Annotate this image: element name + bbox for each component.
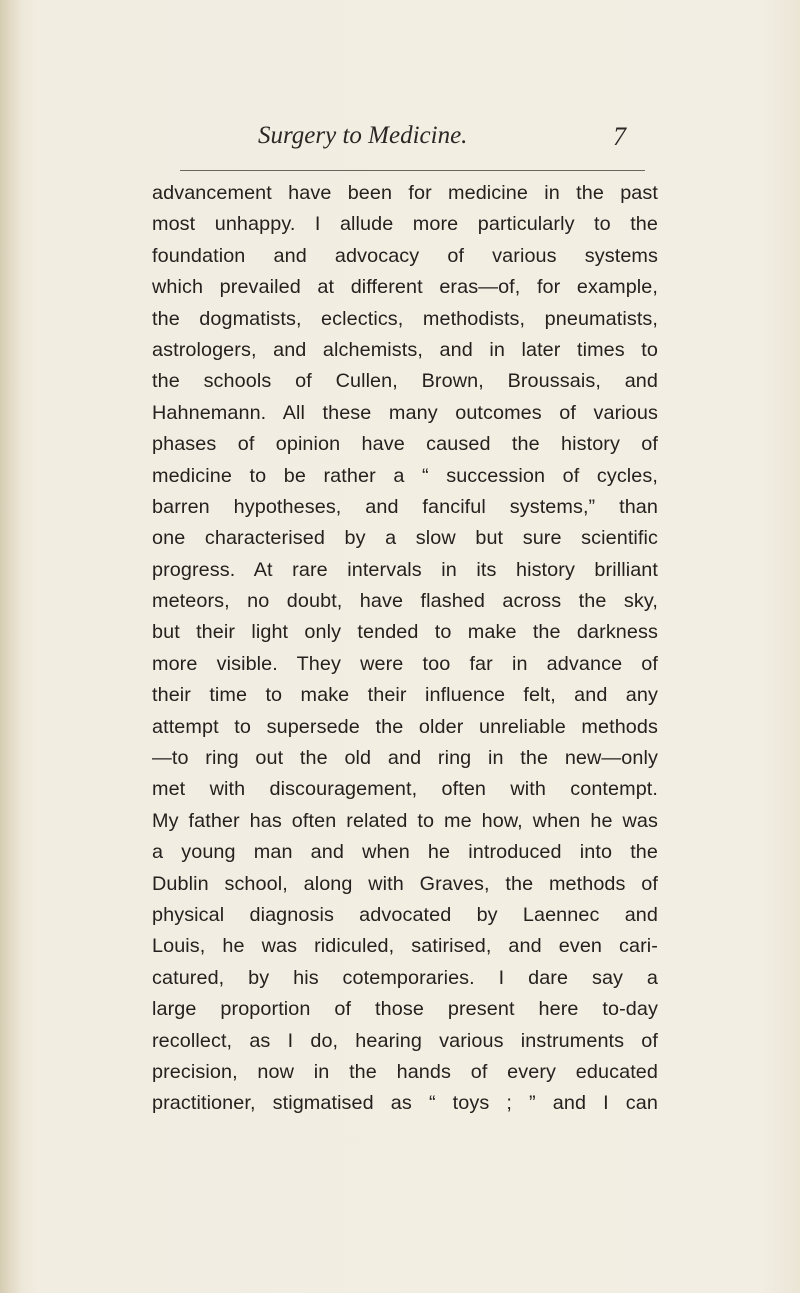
- text-line: foundation and advocacy of various systems: [152, 244, 658, 267]
- text-line: progress. At rare intervals in its history brilliant: [152, 558, 658, 581]
- text-line: phases of opinion have caused the history of: [152, 433, 658, 456]
- text-line: most unhappy. I allude more particularly to the: [152, 213, 658, 236]
- text-line: Dublin school, along with Graves, the methods of: [152, 872, 658, 895]
- text-line: the dogmatists, eclectics, methodists, pneumatists,: [152, 307, 658, 330]
- page-number: 7: [613, 122, 626, 151]
- text-line: medicine to be rather a “ succession of cycles,: [152, 464, 658, 487]
- running-title: Surgery to Medicine.: [258, 122, 468, 149]
- text-line: barren hypotheses, and fanciful systems,” than: [152, 495, 658, 518]
- header-rule: [180, 170, 645, 171]
- text-line: a young man and when he introduced into the: [152, 841, 658, 864]
- text-line: advancement have been for medicine in the past: [152, 182, 658, 204]
- text-line: met with discouragement, often with contempt.: [152, 778, 658, 801]
- text-line: meteors, no doubt, have flashed across the sky,: [152, 590, 658, 613]
- text-line: My father has often related to me how, when he was: [152, 809, 658, 832]
- text-line: more visible. They were too far in advance of: [152, 652, 658, 675]
- body-text: [152, 178, 658, 1120]
- text-line: which prevailed at different eras—of, for example,: [152, 276, 658, 299]
- spine-shadow: [0, 0, 22, 1293]
- text-line: their time to make their influence felt, and any: [152, 684, 658, 707]
- text-line: precision, now in the hands of every educated: [152, 1060, 658, 1083]
- text-line: —to ring out the old and ring in the new—only: [152, 747, 658, 770]
- text-line: astrologers, and alchemists, and in later times to: [152, 338, 658, 361]
- text-line: practitioner, stigmatised as “ toys ; ” and I can: [152, 1092, 658, 1115]
- text-line: recollect, as I do, hearing various instruments of: [152, 1029, 658, 1052]
- text-line: the schools of Cullen, Brown, Broussais, and: [152, 370, 658, 393]
- text-line: physical diagnosis advocated by Laennec and: [152, 903, 658, 926]
- text-line: Louis, he was ridiculed, satirised, and even cari-: [152, 935, 658, 958]
- running-head: [258, 122, 658, 158]
- text-line: catured, by his cotemporaries. I dare say a: [152, 966, 658, 989]
- text-line: Hahnemann. All these many outcomes of various: [152, 401, 658, 424]
- text-line: attempt to supersede the older unreliable methods: [152, 715, 658, 738]
- text-line: but their light only tended to make the darkness: [152, 621, 658, 644]
- text-line: large proportion of those present here to-day: [152, 998, 658, 1021]
- text-line: one characterised by a slow but sure scientific: [152, 527, 658, 550]
